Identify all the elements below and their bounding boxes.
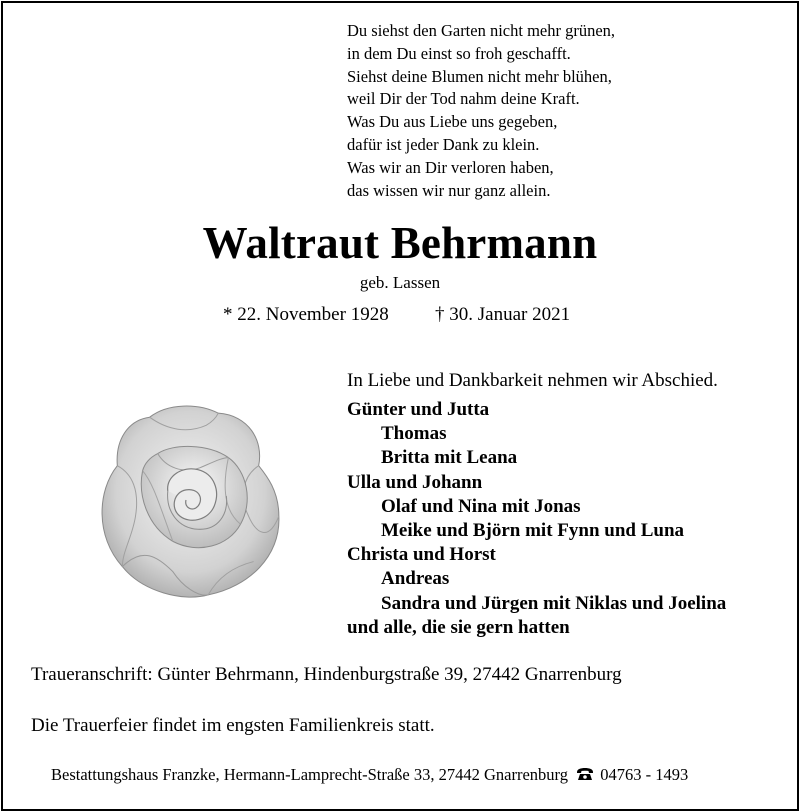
mourner-line: Andreas <box>381 568 450 590</box>
poem-line: weil Dir der Tod nahm deine Kraft. <box>347 89 580 109</box>
life-dates <box>223 304 571 326</box>
birth-date: * 22. November 1928 <box>223 304 389 325</box>
farewell-intro: In Liebe und Dankbarkeit nehmen wir Abschied. <box>347 370 718 391</box>
funeral-home-name: Bestattungshaus Franzke, Hermann-Lamprecht-Straße 33, 27442 Gnarrenburg <box>51 765 569 784</box>
mourner-line: Sandra und Jürgen mit Niklas und Joelina <box>381 592 727 614</box>
poem-line: Was Du aus Liebe uns gegeben, <box>347 112 558 132</box>
mourner-line: Olaf und Nina mit Jonas <box>381 495 581 517</box>
poem-line: in dem Du einst so froh geschafft. <box>347 43 571 63</box>
white-rose-icon <box>87 395 289 607</box>
mourner-line: Günter und Jutta <box>347 399 490 420</box>
ceremony-note: Die Trauerfeier findet im engsten Familienkreis statt. <box>31 715 435 736</box>
mourner-line: Ulla und Johann <box>347 471 483 493</box>
mourner-line: Meike und Björn mit Fynn und Luna <box>381 520 685 542</box>
mourners-list <box>347 398 726 640</box>
mourner-line: Britta mit Leana <box>381 447 518 469</box>
mourner-line: und alle, die sie gern hatten <box>347 616 570 638</box>
mourner-line: Thomas <box>381 423 447 445</box>
telephone-icon <box>576 767 594 781</box>
poem-line: Was wir an Dir verloren haben, <box>347 157 554 177</box>
born-name: geb. Lassen <box>359 273 441 292</box>
poem-line: dafür ist jeder Dank zu klein. <box>347 134 540 154</box>
funeral-home-footer <box>51 765 688 785</box>
poem-line: Du siehst den Garten nicht mehr grünen, <box>347 21 616 40</box>
poem <box>347 20 615 202</box>
poem-line: das wissen wir nur ganz allein. <box>347 180 551 200</box>
phone-number: 04763 - 1493 <box>600 765 689 784</box>
mourner-line: Christa und Horst <box>347 544 496 566</box>
obituary-notice <box>1 1 799 811</box>
deceased-name: Waltraut Behrmann <box>202 218 598 268</box>
death-date: † 30. Januar 2021 <box>435 304 571 325</box>
poem-line: Siehst deine Blumen nicht mehr blühen, <box>347 66 612 86</box>
mourning-address: Traueranschrift: Günter Behrmann, Hindenburgstraße 39, 27442 Gnarrenburg <box>31 664 622 685</box>
